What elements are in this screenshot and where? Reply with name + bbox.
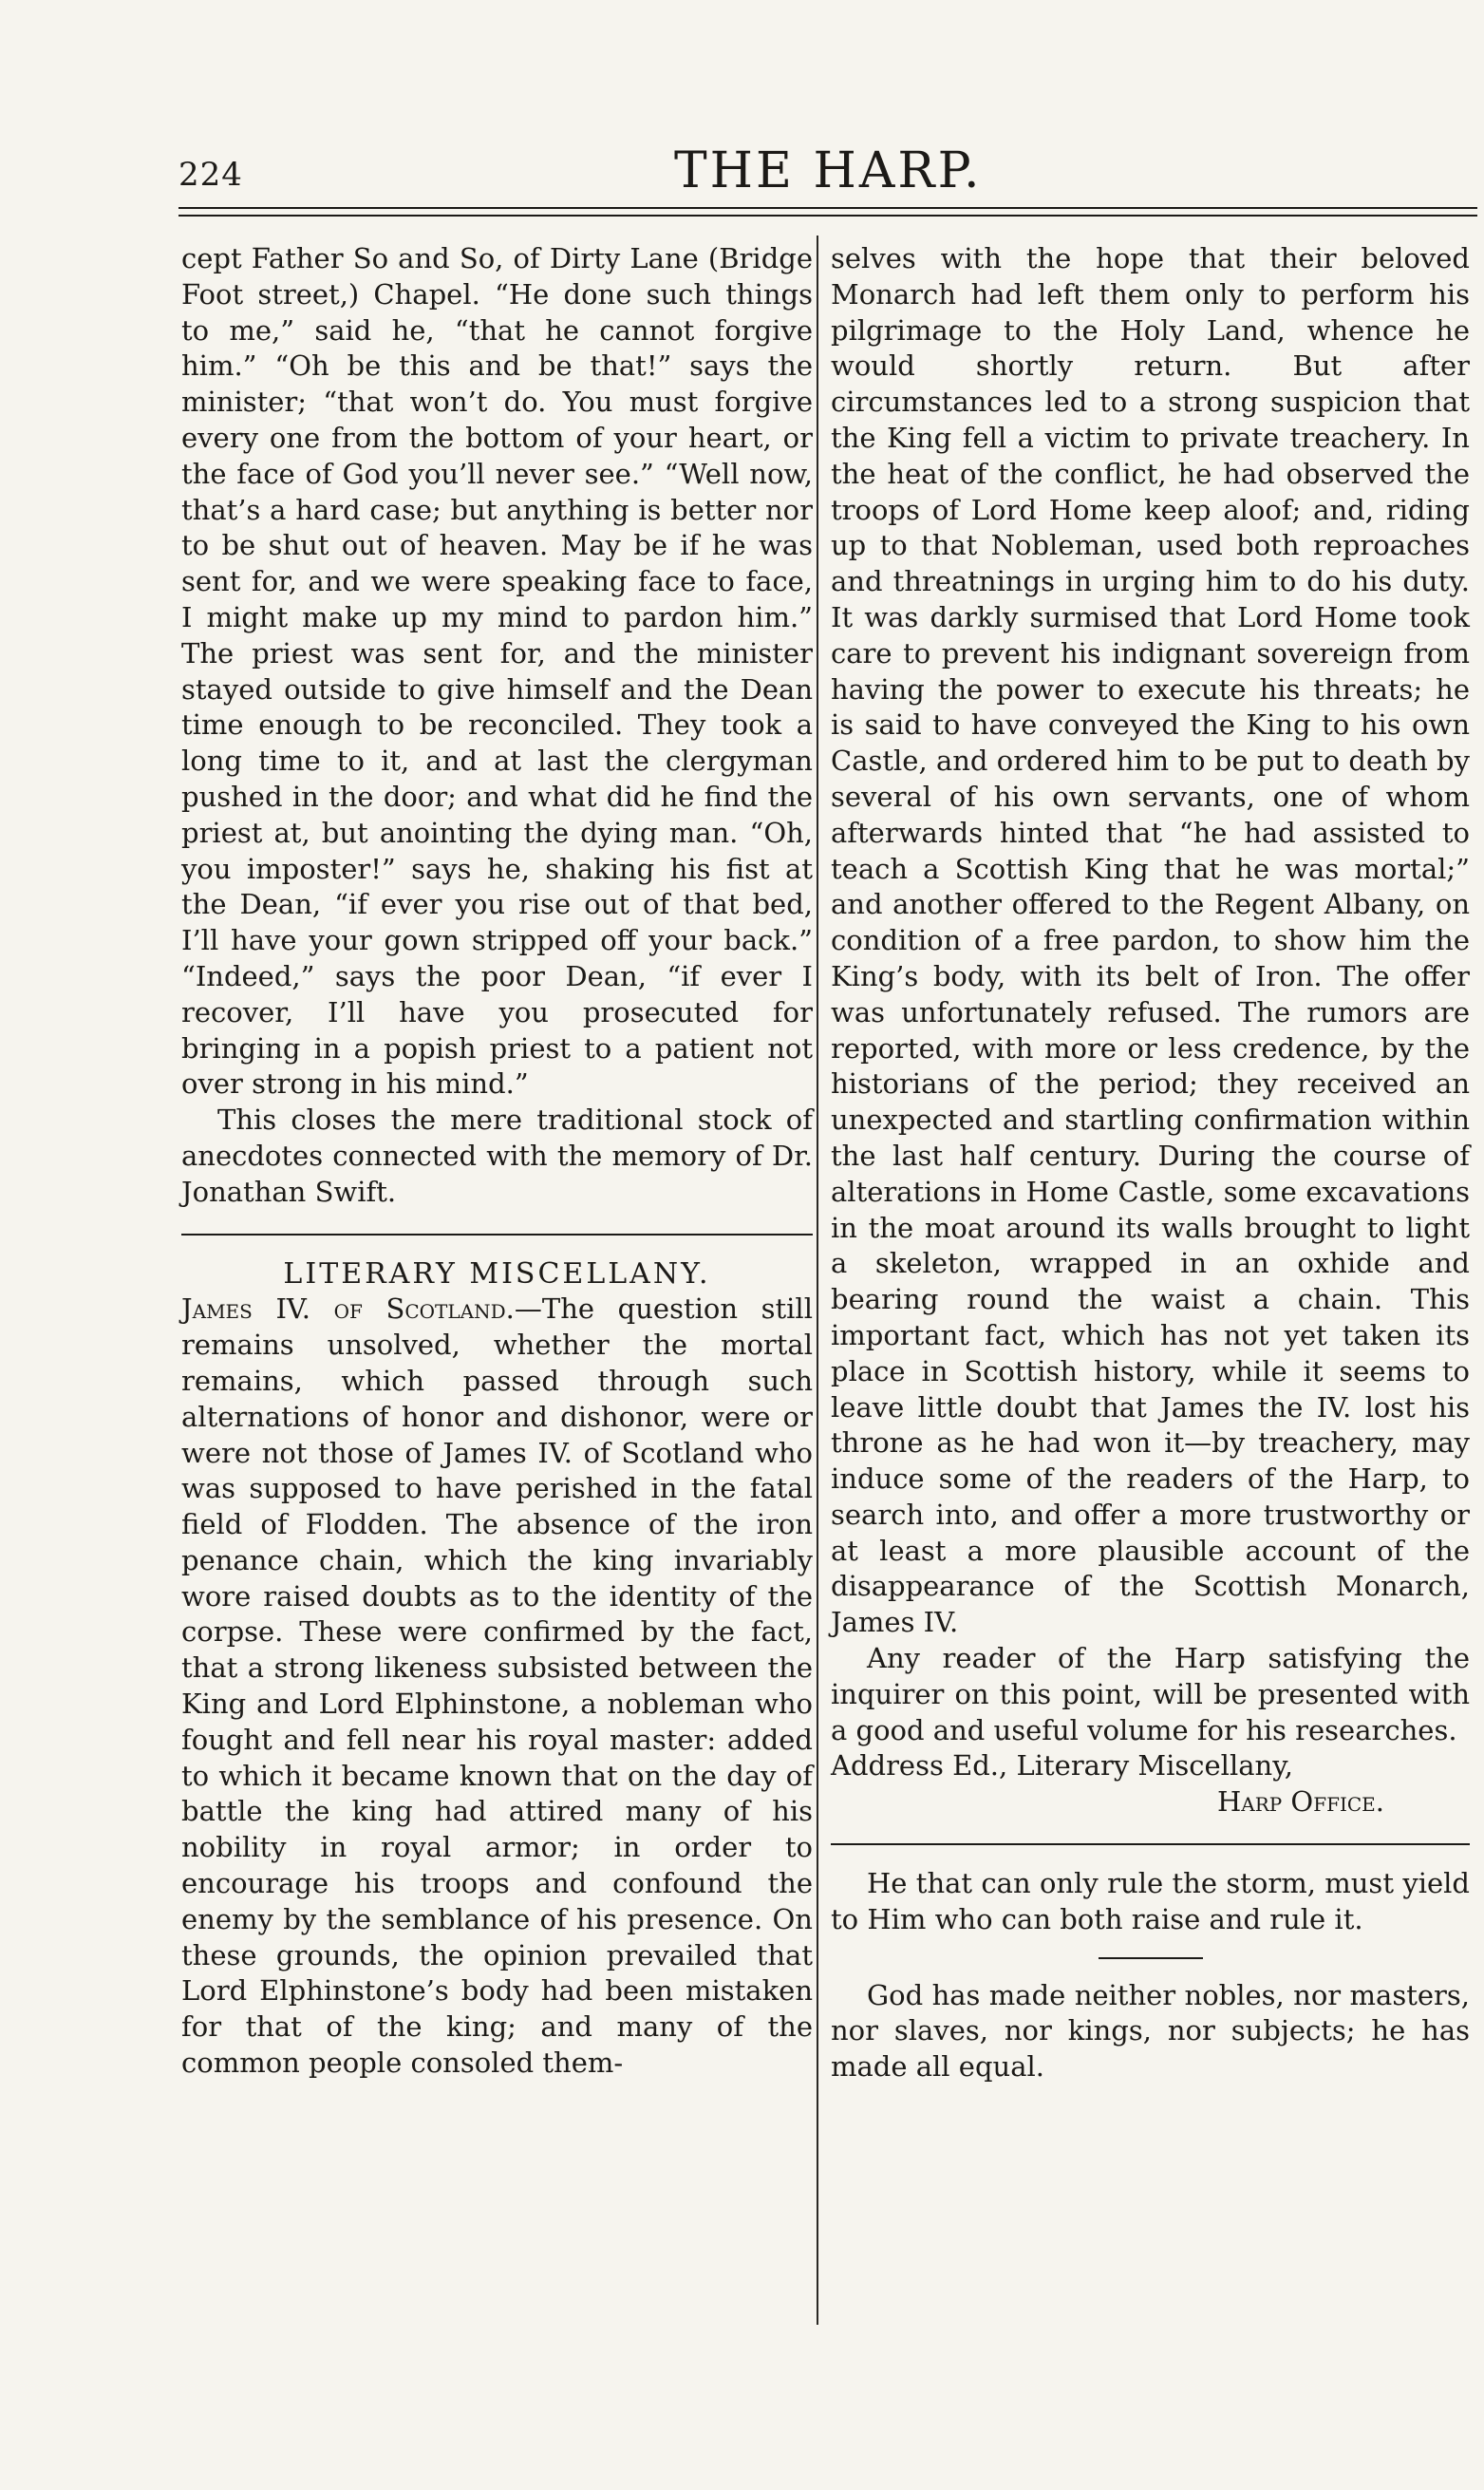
paragraph-james-iv	[181, 1292, 813, 2082]
maxims-divider	[831, 1843, 1470, 1845]
paragraph-closing-swift: This closes the mere traditional stock of anecdotes connected with the memory of Dr. Jonathan Swift.	[181, 1104, 813, 1208]
paragraph-james-iv-continued: selves with the hope that their beloved Monarch had left them only to perform his pilgrimage to the Holy Land, whence he would shortly return. But after circumstances led to a strong suspicion that the King fell a victim to private treachery. In the heat of the conflict, he had observed the troops of Lord Home keep aloof; and, riding up to that Nobleman, used both reproaches and threatnings in urging him to do his duty. It was darkly surmised that Lord Home took care to prevent his indignant sovereign from having the power to execute his threats; he is said to have conveyed the King to his own Castle, and ordered him to be put to death by several of his own servants, one of whom afterwards hinted that “he had assisted to teach a Scottish King that he was mortal;” and another offered to the Regent Albany, on condition of a free pardon, to show him the King’s body, with its belt of Iron. The offer was unfortunately refused. The rumors are reported, with more or less credence, by the historians of the period; they received an unexpected and startling confirmation within the last half century. During the course of alterations in Home Castle, some excavations in the moat around its walls brought to light a skeleton, wrapped in an oxhide and bearing round the waist a chain. This important fact, which has not yet taken its place in Scottish history, while it seems to leave little doubt that James the IV. lost his throne as he had won it—by treachery, may induce some of the readers of the Harp, to search into, and offer a more trustworthy or at least a more plausible account of the disappearance of the Scottish Monarch, James IV.	[831, 242, 1470, 1639]
paragraph-dean-anecdote: cept Father So and So, of Dirty Lane (Bridge Foot street,) Chapel. “He done such things to me,” said he, “that he cannot forgive him.” “Oh be this and be that!” says the minister; “that won’t do. You must forgive every one from the bottom of your heart, or the face of God you’ll never see.” “Well now, that’s a hard case; but anything is better nor to be shut out of heaven. May be if he was sent for, and we were speaking face to face, I might make up my mind to pardon him.” The priest was sent for, and the minister stayed outside to give himself and the Dean time enough to be reconciled. They took a long time to it, and at last the clergyman pushed in the door; and what did he find the priest at, but anointing the dying man. “Oh, you imposter!” says he, shaking his fist at the Dean, “if ever you rise out of that bed, I’ll have your gown stripped off your back.” “Indeed,” says the poor Dean, “if ever I recover, I’ll have you prosecuted for bringing in a popish priest to a patient not over strong in his mind.”	[181, 242, 813, 1101]
office-line: Harp Office.	[1216, 1785, 1384, 1819]
header-rule-bottom	[178, 215, 1477, 217]
maxim-storm: He that can only rule the storm, must yield to Him who can both raise and rule it.	[831, 1867, 1470, 1935]
address-line: Address Ed., Literary Miscellany,	[831, 1749, 1293, 1783]
maxim-equality: God has made neither nobles, nor masters, nor slaves, nor kings, nor subjects; he has made all equal.	[831, 1978, 1470, 2084]
left-column	[181, 241, 813, 2082]
section-heading: LITERARY MISCELLANY.	[283, 1256, 711, 1291]
page-number: 224	[178, 156, 243, 194]
header-rule-top	[178, 207, 1477, 209]
paragraph-reader-offer: Any reader of the Harp satisfying the inquirer on this point, will be presented with a good and useful volume for his researches.	[831, 1642, 1470, 1746]
right-column	[831, 241, 1470, 2085]
article-lead: James IV. of Scotland.	[181, 1292, 515, 1326]
masthead-title: THE HARP.	[674, 142, 983, 199]
page-header	[178, 142, 1484, 199]
column-divider	[817, 236, 818, 2325]
maxim-divider	[1099, 1957, 1203, 1959]
article-text: —The question still remains unsolved, whether the mortal remains, which passed through such alternations of honor and dishonor, were or were not those of James IV. of Scotland who was supposed to have perished in the fatal field of Flodden. The absence of the iron penance chain, which the king invariably wore raised doubts as to the identity of the corpse. These were confirmed by the fact, that a strong likeness subsisted between the King and Lord Elphinstone, a nobleman who fought and fell near his royal master: added to which it became known that on the day of battle the king had attired many of his nobility in royal armor; in order to encourage his troops and confound the enemy by the semblance of his presence. On these grounds, the opinion prevailed that Lord Elphinstone’s body had been mistaken for that of the king; and many of the common people consoled them-	[181, 1292, 813, 2080]
section-divider	[181, 1234, 813, 1236]
